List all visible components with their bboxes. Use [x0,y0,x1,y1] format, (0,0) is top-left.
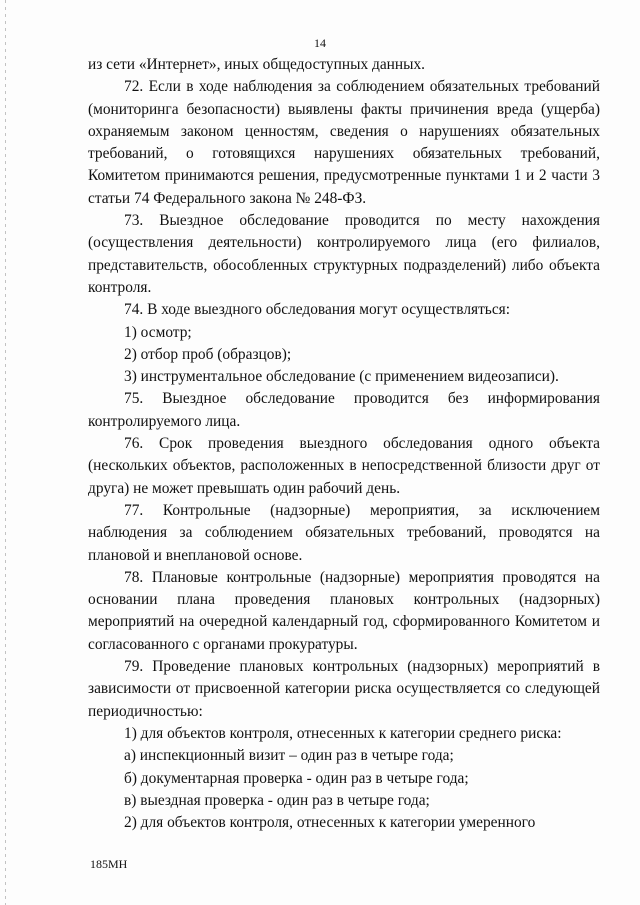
list-item-onsite: в) выездная проверка - один раз в четыре года; [124,791,430,809]
list-item-inspection: 1) осмотр; [124,323,192,341]
list-item-visit: а) инспекционный визит – один раз в четыре года; [124,747,454,765]
list-item-documentary: б) документарная проверка - один раз в четыре года; [124,769,469,787]
body-text [88,54,600,834]
paragraph-79: 79. Проведение плановых контрольных (надзорных) мероприятий в зависимости от присвоенной категории риска осуществляется со следующей периодичностью: [88,658,600,720]
page-number: 14 [314,36,326,50]
paragraph-continuation: из сети «Интернет», иных общедоступных данных. [88,56,426,73]
document-code: 185МН [90,857,128,871]
paragraph-72: 72. Если в ходе наблюдения за соблюдением обязательных требований (мониторинга безопасности) выявлены факты причинения вреда (ущерба) охраняемым законом ценностям, сведения о нарушениях обязательных требований, о готовящихся нарушениях обязательных требований, Комитетом принимаются решения, предусмотренные пунктами 1 и 2 части 3 статьи 74 Федерального закона № 248-ФЗ. [88,78,600,207]
paragraph-77: 77. Контрольные (надзорные) мероприятия, за исключением наблюдения за соблюдением обязательных требований, проводятся на плановой и внеплановой основе. [88,501,600,564]
paragraph-78: 78. Плановые контрольные (надзорные) мероприятия проводятся на основании плана проведения плановых контрольных (надзорных) мероприятий на очередной календарный год, сформированного Комитетом и согласованного с органами прокуратуры. [88,568,600,653]
list-item-sampling: 2) отбор проб (образцов); [124,345,292,363]
paragraph-76: 76. Срок проведения выездного обследования одного объекта (нескольких объектов, расположенных в непосредственной близости друг от друга) не может превышать один рабочий день. [88,435,600,497]
paragraph-75: 75. Выездное обследование проводится без информирования контролируемого лица. [88,390,600,430]
list-item-moderate-risk: 2) для объектов контроля, отнесенных к категории умеренного [124,814,536,832]
paragraph-73: 73. Выездное обследование проводится по месту нахождения (осуществления деятельности) контролируемого лица (его филиалов, представительств, обособленных структурных подразделений) либо объекта контроля. [88,212,600,296]
list-item-medium-risk: 1) для объектов контроля, отнесенных к категории среднего риска: [124,724,562,742]
scan-edge [5,0,6,905]
paragraph-74: 74. В ходе выездного обследования могут осуществляться: [124,301,511,319]
list-item-instrumental: 3) инструментальное обследование (с применением видеозаписи). [124,368,559,386]
